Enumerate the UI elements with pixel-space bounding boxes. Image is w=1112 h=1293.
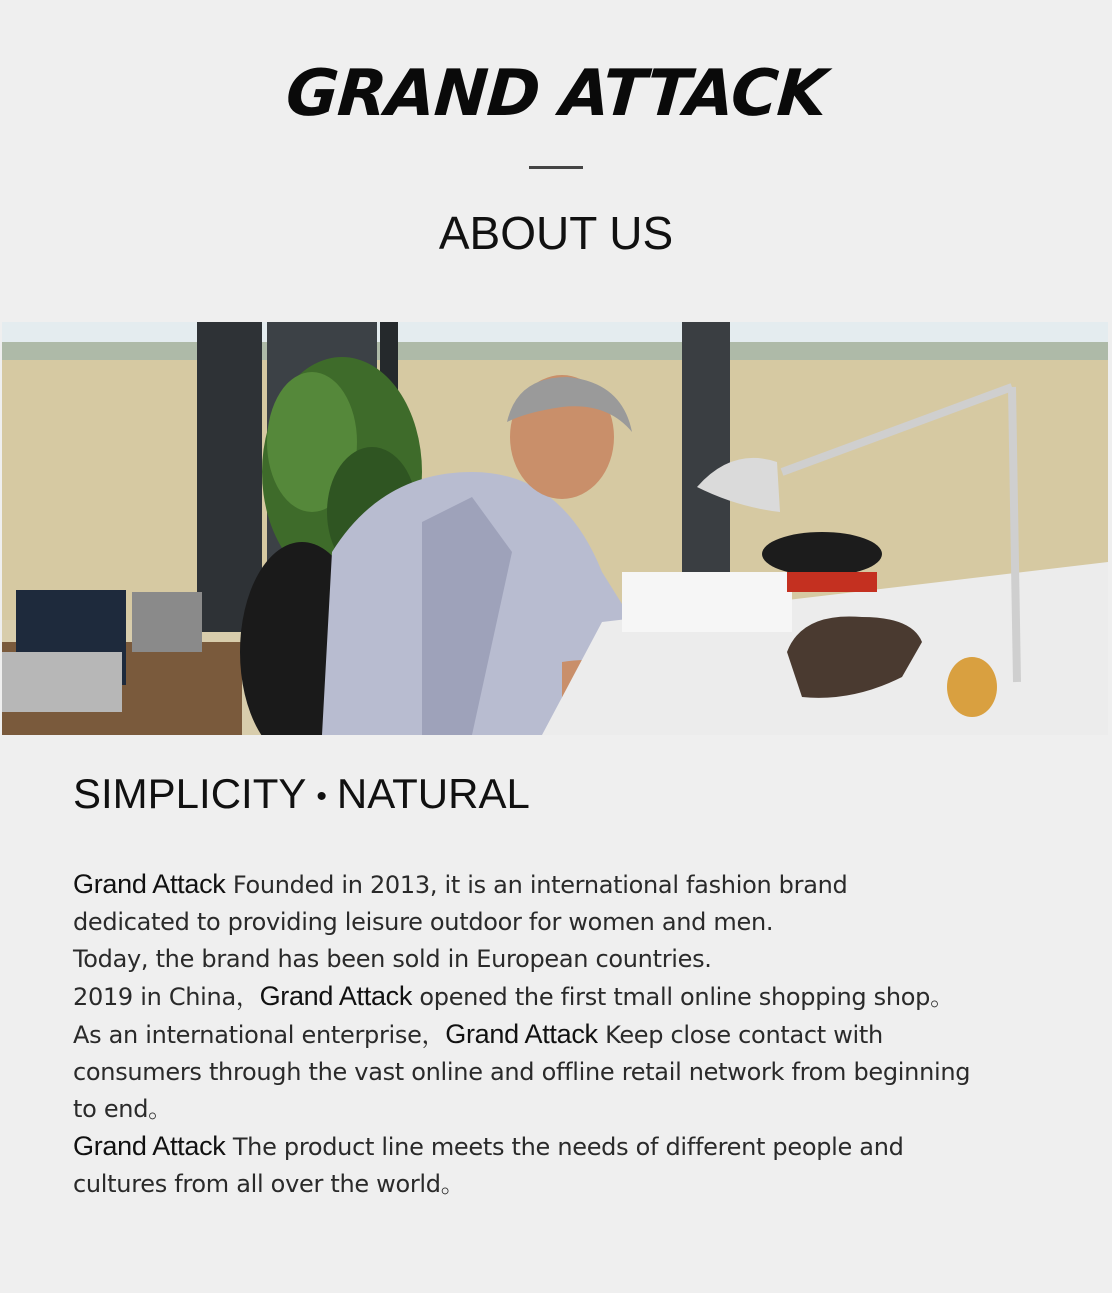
copy-text: cultures from all over the world。 bbox=[73, 1170, 465, 1198]
tagline-separator: • bbox=[316, 779, 327, 813]
copy-text: dedicated to providing leisure outdoor for women and men. bbox=[73, 908, 774, 936]
copy-text: 2019 in China， bbox=[73, 983, 260, 1011]
about-copy bbox=[73, 866, 1033, 1203]
copy-text: Founded in 2013, it is an international fashion brand bbox=[225, 871, 848, 899]
brand-name: Grand Attack bbox=[73, 1131, 226, 1161]
designer-at-desk-photo-icon bbox=[2, 322, 1108, 735]
page-title: ABOUT US bbox=[438, 207, 674, 259]
tagline-word-natural: NATURAL bbox=[336, 770, 530, 817]
title-divider bbox=[529, 166, 583, 169]
copy-text: to end。 bbox=[73, 1095, 172, 1123]
copy-line bbox=[73, 941, 1033, 978]
tagline bbox=[73, 768, 530, 823]
copy-line bbox=[73, 866, 1033, 904]
copy-line bbox=[73, 1016, 1033, 1054]
copy-text: As an international enterprise， bbox=[73, 1021, 446, 1049]
copy-text: Today, the brand has been sold in European countries. bbox=[73, 945, 712, 973]
copy-text: The product line meets the needs of different people and bbox=[225, 1133, 904, 1161]
copy-line bbox=[73, 1128, 1033, 1166]
copy-text: consumers through the vast online and offline retail network from beginning bbox=[73, 1058, 971, 1086]
tagline-word-simplicity: SIMPLICITY bbox=[73, 770, 307, 817]
copy-line bbox=[73, 1054, 1033, 1091]
copy-line bbox=[73, 904, 1033, 941]
banner-photo bbox=[2, 322, 1108, 735]
copy-text: Keep close contact with bbox=[597, 1021, 883, 1049]
copy-line bbox=[73, 1166, 1033, 1203]
brand-name: Grand Attack bbox=[73, 869, 226, 899]
brand-name: Grand Attack bbox=[259, 981, 413, 1011]
copy-text: opened the first tmall online shopping shop。 bbox=[412, 983, 954, 1011]
brand-name: Grand Attack bbox=[445, 1019, 598, 1049]
brand-logo: GRAND ATTACK bbox=[283, 57, 829, 131]
copy-line bbox=[73, 978, 1033, 1016]
copy-line bbox=[73, 1091, 1033, 1128]
